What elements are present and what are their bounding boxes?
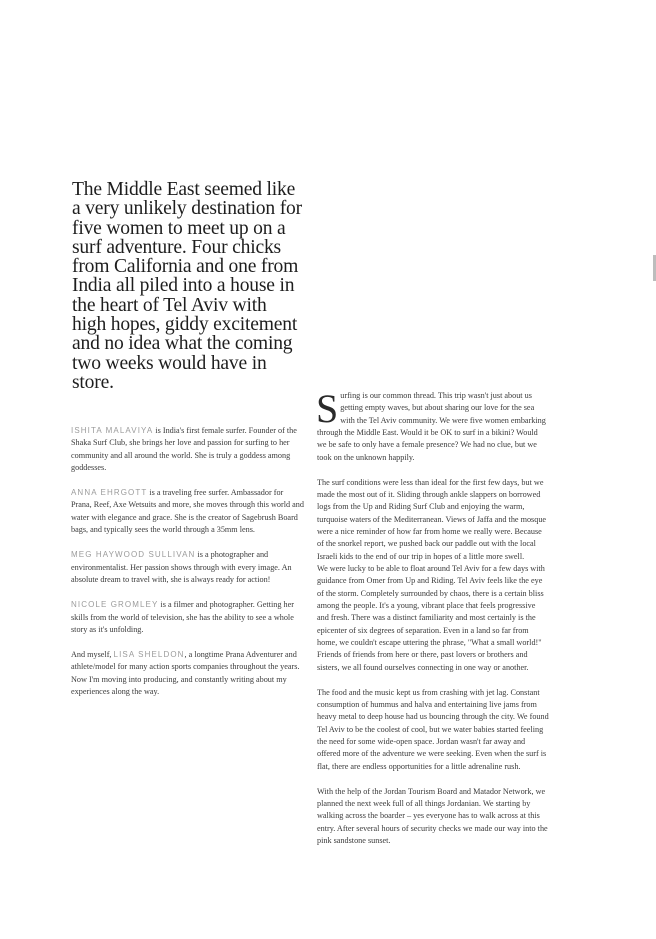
story-paragraph: With the help of the Jordan Tourism Board and Matador Network, we planned the next week full of all things Jordanian. We starting by walking across the boarder – yes everyone has to walk across at this entry. After several hours of security checks we made our way into the pink sandstone sunset.: [317, 786, 548, 846]
bio-text: is a filmer and photographer. Getting her skills from the world of television, she has the ability to see a whole story as it's unfolding.: [71, 600, 294, 634]
bio-name: MEG HAYWOOD SULLIVAN: [71, 550, 196, 560]
bio-anna: [71, 487, 305, 536]
bio-text: , a longtime Prana Adventurer and athlete/model for many action sports companies throughout the years. Now I'm moving into producing, and constantly writing about my experiences along the way.: [71, 650, 300, 697]
story-paragraph: The surf conditions were less than ideal for the first few days, but we made the most out of it. Sliding through ankle slappers on borrowed logs from the Up and Riding Surf Club and enjoying the warm, turquoise waters of the Mediterranean. Views of Jaffa and the mosque were a nice reminder of how far from home we really were. Because of the snorkel report, we pushed back our paddle out with the local Israeli kids to the end of our trip in hopes of a little more swell.: [317, 477, 547, 561]
story-intro-text: urfing is our common thread. This trip wasn't just about us getting empty waves, but about sharing our love for the sea with the Tel Aviv community. We were five women embarking through the Middle East. Would it be OK to surf in a bikini? Would we be safe to only have a female presence? We had no clue, but we took on the unknown happily.: [317, 391, 546, 462]
bio-lisa: [71, 649, 305, 698]
bio-ishita: [71, 425, 305, 474]
story-intro-paragraph: [316, 386, 549, 464]
bio-text: is a traveling free surfer. Ambassador for Prana, Reef, Axe Wetsuits and more, she moves through this world and water with elegance and grace. She is the creator of Sagebrush Board bags, and typically sees the world through a 35mm lens.: [71, 488, 304, 535]
bio-name: ANNA EHRGOTT: [71, 488, 148, 498]
contributor-bios: [71, 425, 305, 711]
headline: The Middle East seemed like a very unlikely destination for five women to meet up on a surf adventure. Four chicks from California and one from India all piled into a house in the heart of Tel Aviv with high hopes, giddy excitement and no idea what the coming two weeks would have in store.: [72, 179, 302, 393]
bio-name: ISHITA MALAVIYA: [71, 426, 154, 435]
bio-nicole: [71, 599, 305, 636]
bio-name: LISA SHELDON: [113, 650, 185, 660]
bio-meg: [71, 549, 305, 586]
bio-prefix: And myself,: [71, 650, 114, 660]
story-column: [316, 386, 549, 860]
story-paragraph: The food and the music kept us from crashing with jet lag. Constant consumption of hummus and halva and entertaining live jams from heavy metal to deep house had us bouncing through the city. We found Tel Aviv to be the coolest of cool, but we water babies started feeling the need for some wide-open space. Jordan wasn't far away and offered more of the adventure we were seeking. Even when the surf is flat, there are endless opportunities for a little adrenaline rush.: [317, 687, 549, 771]
drop-cap: S: [316, 386, 339, 431]
bio-text: is a photographer and environmentalist. Her passion shows through with every image. An absolute dream to travel with, she is always ready for action!: [71, 550, 292, 584]
bio-name: NICOLE GROMLEY: [71, 600, 159, 610]
bio-text: is India's first female surfer. Founder of the Shaka Surf Club, she brings her love and passion for surfing to her community and all around the world. She is truly a goddess among goddesses.: [71, 426, 297, 472]
story-paragraph: We were lucky to be able to float around Tel Aviv for a few days with guidance from Omer from Up and Riding. Tel Aviv feels like the eye of the storm. Completely surrounded by chaos, there is a certain bliss among the people. It's a young, vibrant place that feels progressive and fresh. There was a distinct familiarity and most certainly is the epicenter of six degrees of separation. Even in a land so far from home, we couldn't escape uttering the phrase, "What a small world!" Friends of friends from here or there, past lovers or brothers and sisters, we all found ourselves connecting in one way or another.: [317, 564, 545, 672]
